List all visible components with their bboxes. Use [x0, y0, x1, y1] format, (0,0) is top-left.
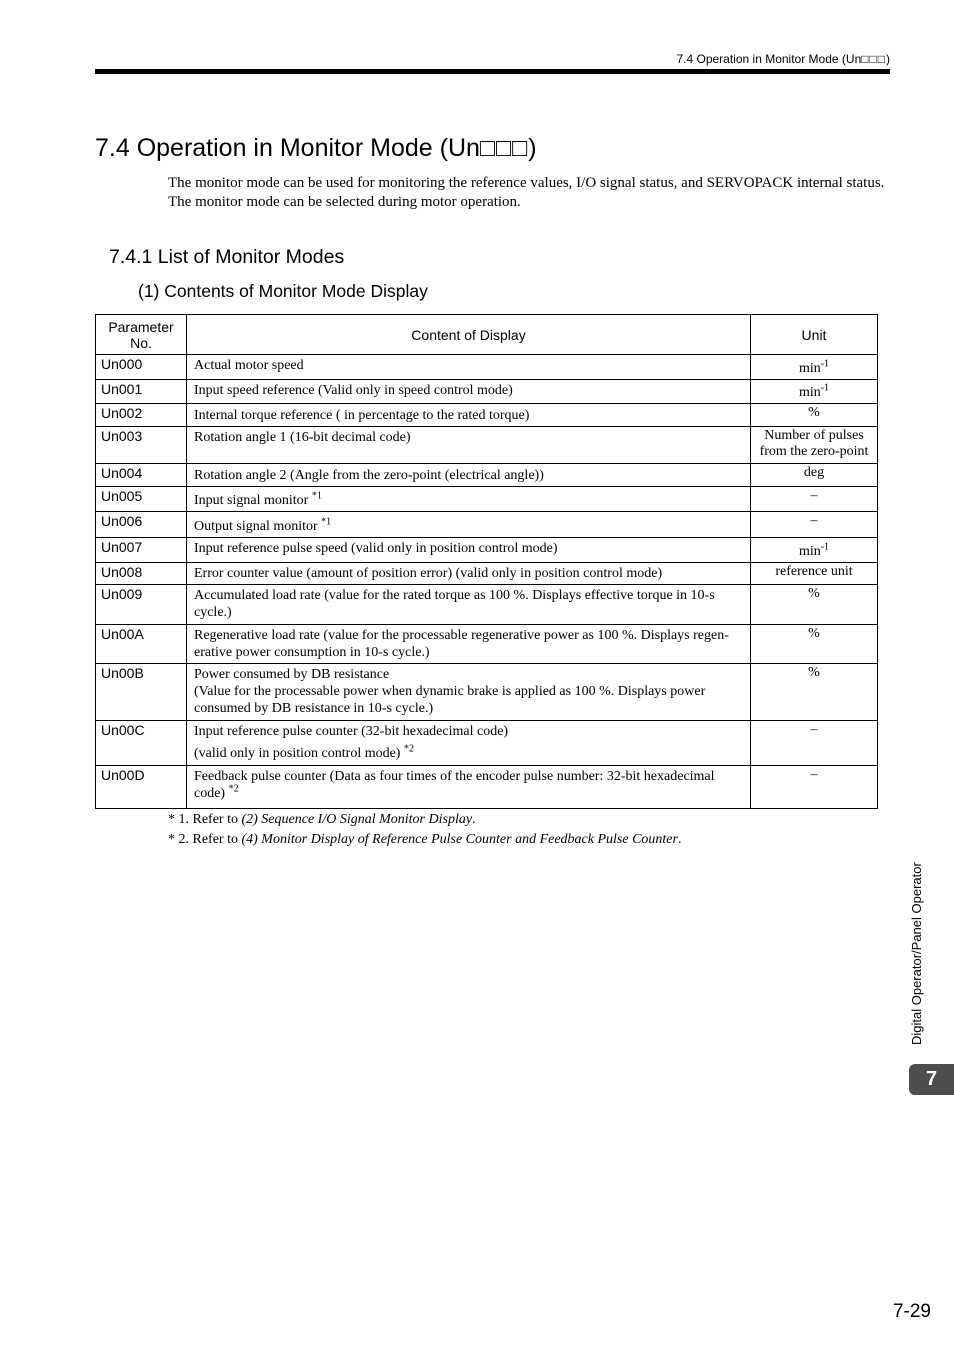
table-heading: (1) Contents of Monitor Mode Display [138, 281, 428, 301]
section-title: 7.4 Operation in Monitor Mode (Un□□□) [95, 134, 537, 162]
footnote-2: * 2. Refer to (4) Monitor Display of Reference Pulse Counter and Feedback Pulse Counter. [168, 832, 682, 847]
table-row: Un009 Accumulated load rate (value for the rated torque as 100 %. Displays effective torque in 10-s cycle.) % [96, 585, 878, 625]
table-row: Un001 Input speed reference (Valid only in speed control mode) $\min^{-1}$ [96, 380, 878, 404]
header-rule [95, 69, 890, 74]
table-row: Un005 Input signal monitor $^{*1}$ – [96, 487, 878, 512]
chapter-tab: 7 [909, 1064, 954, 1095]
table-row: Un007 Input reference pulse speed (valid only in position control mode) $\min^{-1}$ [96, 538, 878, 563]
intro-paragraph-1: The monitor mode can be used for monitoring the reference values, I/O signal status, and SERVOPACK internal status. [168, 175, 885, 191]
table-row: Un006 Output signal monitor $^{*1}$ – [96, 512, 878, 538]
table-row: Un00D Feedback pulse counter (Data as four times of the encoder pulse number: 32-bit hexadecimal code) $^{*2}$ – [96, 766, 878, 809]
page-number: 7-29 [892, 1301, 931, 1322]
subsection-title: 7.4.1 List of Monitor Modes [109, 246, 345, 268]
table-row: Un004 Rotation angle 2 (Angle from the zero-point (electrical angle)) deg [96, 464, 878, 487]
running-header: 7.4 Operation in Monitor Mode (Un□□□) [676, 52, 890, 66]
table-row: Un00B Power consumed by DB resistance (Value for the processable power when dynamic brake is applied as 100 %. Displays power consumed by DB resistance in 10-s cycle.) % [96, 664, 878, 721]
table-row: Un000 Actual motor speed $\min^{-1}$ [96, 355, 878, 380]
footnote-1: * 1. Refer to (2) Sequence I/O Signal Monitor Display. [168, 812, 476, 827]
header-content: Content of Display [187, 315, 751, 355]
table-row: Un00A Regenerative load rate (value for the processable regenerative power as 100 %. Displays regen-erative power consumption in 10-s cycle.) % [96, 625, 878, 664]
table-row: Un008 Error counter value (amount of position error) (valid only in position control mode) reference unit [96, 563, 878, 585]
header-param: Parameter No. [96, 315, 187, 355]
intro-paragraph-2: The monitor mode can be selected during motor operation. [168, 194, 521, 210]
header-unit: Unit [751, 315, 878, 355]
table-row: Un00C Input reference pulse counter (32-bit hexadecimal code) (valid only in position control mode) $^{*2}$ – [96, 721, 878, 766]
chapter-side-label: Digital Operator/Panel Operator [909, 862, 924, 1045]
intro-text [168, 174, 890, 212]
table-row: Un002 Internal torque reference ( in percentage to the rated torque) % [96, 404, 878, 427]
table-row: Un003 Rotation angle 1 (16-bit decimal code) Number of pulses from the zero-point [96, 427, 878, 464]
monitor-mode-table [95, 314, 878, 809]
